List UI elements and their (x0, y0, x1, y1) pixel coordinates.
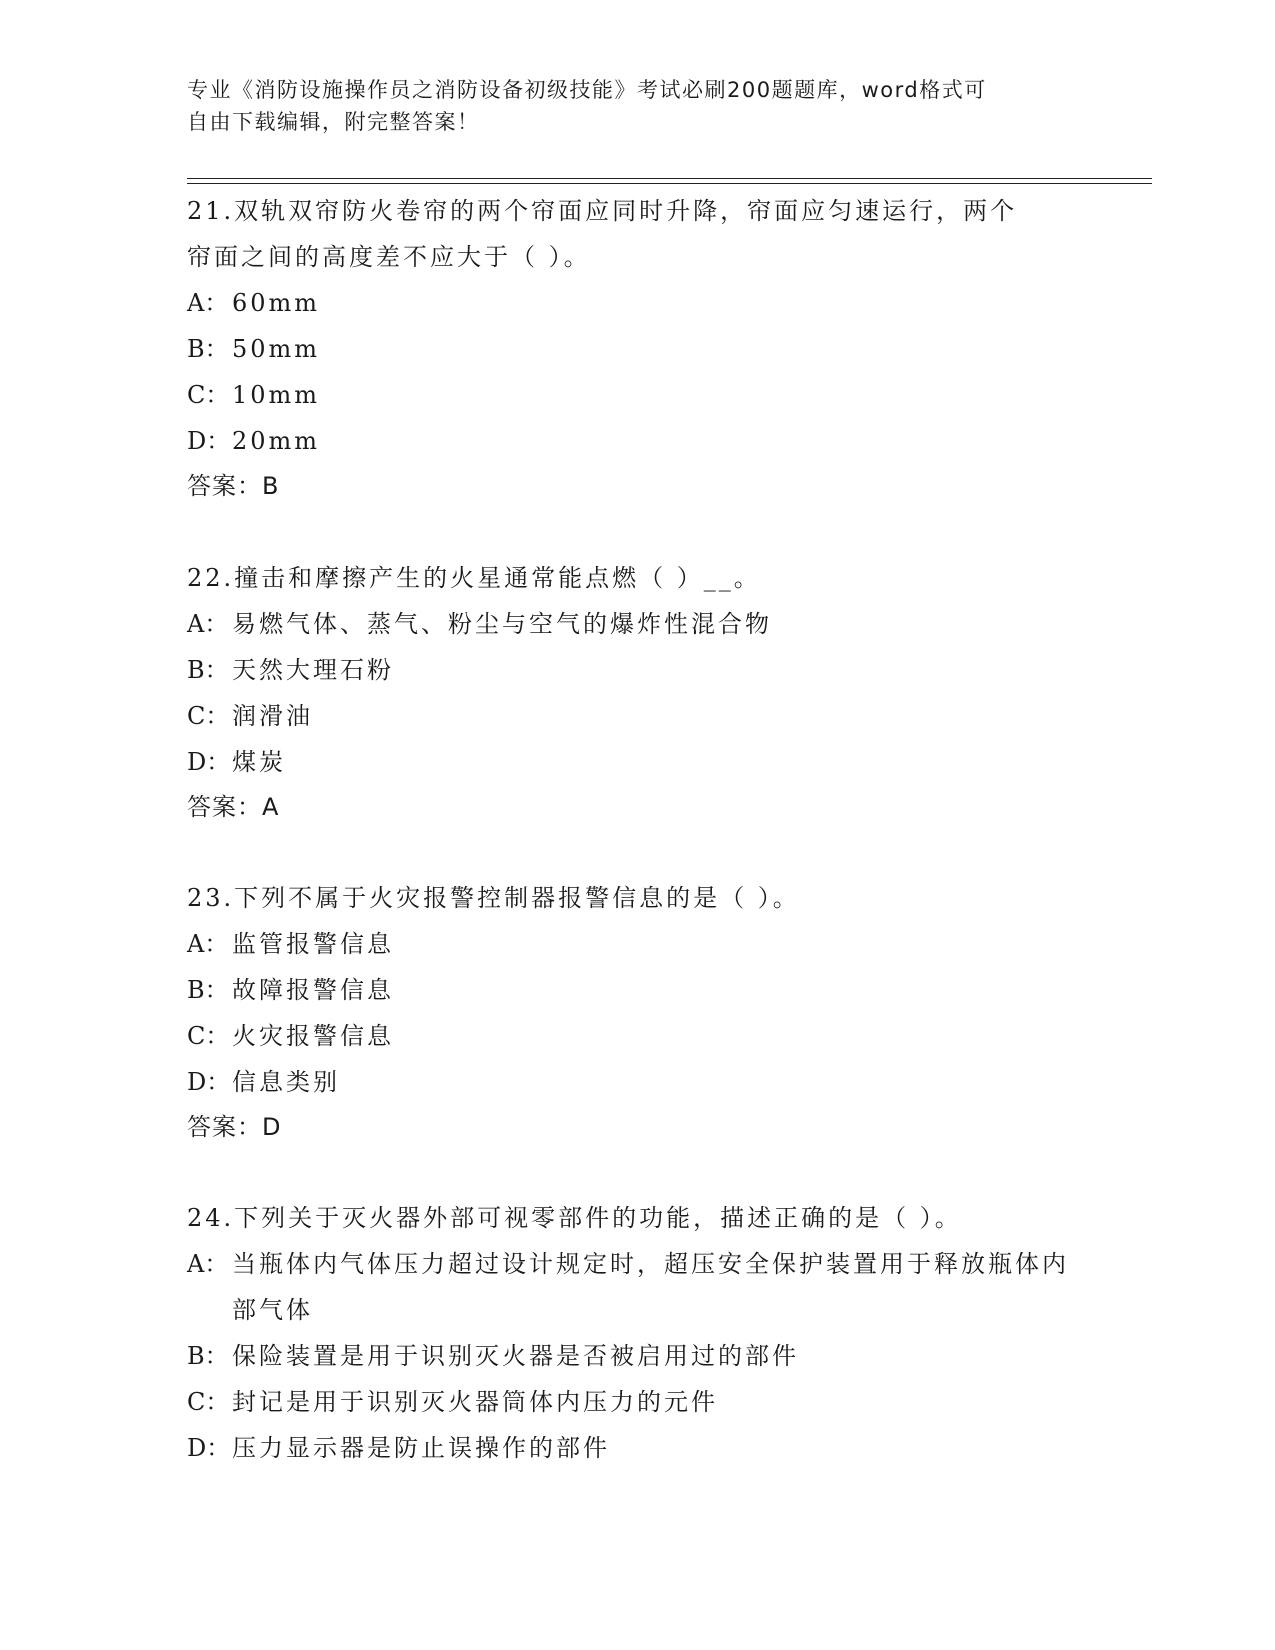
option-letter: D： (187, 427, 231, 455)
option-text: 火灾报警信息 (232, 1022, 394, 1050)
option-d (187, 1059, 1087, 1105)
option-a (187, 921, 1087, 967)
option-text: 封记是用于识别灭火器筒体内压力的元件 (232, 1388, 718, 1416)
option-letter: A： (187, 289, 229, 317)
question-stem (187, 555, 1087, 601)
option-c (187, 1013, 1087, 1059)
question-23 (187, 875, 1087, 1149)
option-letter: D： (187, 1068, 231, 1096)
question-22 (187, 555, 1087, 829)
question-stem (187, 1195, 1087, 1241)
option-d (187, 418, 1087, 464)
header-divider-top (187, 178, 1152, 179)
option-letter: A： (187, 610, 229, 638)
option-letter: B： (187, 1342, 229, 1370)
option-letter: C： (187, 1388, 230, 1416)
option-c (187, 693, 1087, 739)
question-stem (187, 188, 1087, 280)
option-letter: D： (187, 1434, 231, 1462)
option-a (187, 601, 1087, 647)
header-line-1: 专业《消防设施操作员之消防设备初级技能》考试必刷200题题库，word格式可 (187, 78, 987, 102)
option-text: 保险装置是用于识别灭火器是否被启用过的部件 (232, 1342, 799, 1370)
option-text: 50mm (232, 335, 321, 363)
option-letter: A： (187, 1250, 229, 1278)
question-24 (187, 1195, 1087, 1471)
option-text: 信息类别 (232, 1068, 340, 1096)
answer-text: 答案：A (187, 793, 280, 821)
option-text: 10mm (232, 381, 321, 409)
option-b (187, 647, 1087, 693)
question-stem (187, 875, 1087, 921)
option-letter: C： (187, 1022, 230, 1050)
header-line-2: 自由下载编辑，附完整答案！ (187, 110, 480, 134)
option-letter: D： (187, 748, 231, 776)
question-stem-line: 帘面之间的高度差不应大于（ ）。 (187, 243, 591, 271)
option-text: 监管报警信息 (232, 930, 394, 958)
option-letter: B： (187, 976, 229, 1004)
question-stem-line: 22.撞击和摩擦产生的火星通常能点燃（ ）__。 (187, 564, 761, 592)
option-letter: C： (187, 381, 230, 409)
option-b (187, 1333, 1087, 1379)
question-21 (187, 188, 1087, 508)
option-text: 当瓶体内气体压力超过设计规定时，超压安全保护装置用于释放瓶体内部气体 (232, 1250, 1069, 1324)
option-text: 60mm (232, 289, 321, 317)
question-stem-line: 21.双轨双帘防火卷帘的两个帘面应同时升降，帘面应匀速运行，两个 (187, 197, 1018, 225)
option-text: 易燃气体、蒸气、粉尘与空气的爆炸性混合物 (232, 610, 772, 638)
option-text: 润滑油 (232, 702, 313, 730)
option-text: 煤炭 (232, 748, 286, 776)
option-text: 天然大理石粉 (232, 656, 394, 684)
option-d (187, 1425, 1087, 1471)
option-c (187, 1379, 1087, 1425)
option-letter: B： (187, 656, 229, 684)
option-d (187, 739, 1087, 785)
option-letter: B： (187, 335, 229, 363)
option-a (187, 280, 1087, 326)
option-letter: C： (187, 702, 230, 730)
answer-text: 答案：B (187, 472, 280, 500)
option-b (187, 326, 1087, 372)
option-text: 20mm (232, 427, 321, 455)
option-c (187, 372, 1087, 418)
option-text: 压力显示器是防止误操作的部件 (232, 1434, 610, 1462)
option-letter: A： (187, 930, 229, 958)
option-b (187, 967, 1087, 1013)
question-stem-line: 23.下列不属于火灾报警控制器报警信息的是（ ）。 (187, 884, 800, 912)
question-stem-line: 24.下列关于灭火器外部可视零部件的功能，描述正确的是（ ）。 (187, 1204, 962, 1232)
option-a (187, 1241, 1087, 1333)
answer-text: 答案：D (187, 1113, 282, 1141)
option-text: 故障报警信息 (232, 976, 394, 1004)
header-divider-bottom (187, 183, 1152, 184)
document-header (187, 74, 1067, 138)
